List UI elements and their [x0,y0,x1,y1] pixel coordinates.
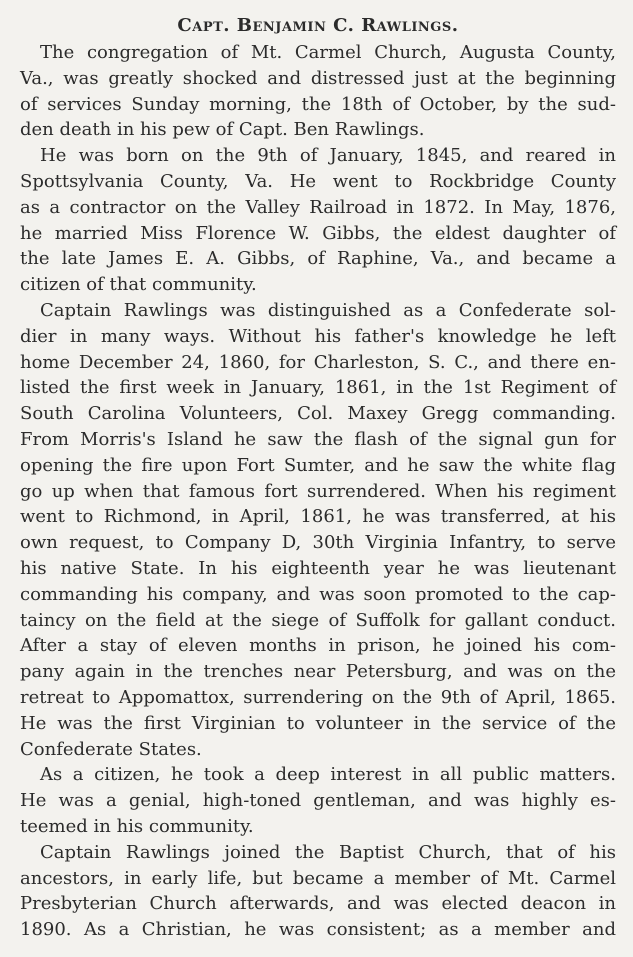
text-line: commanding his company, and was soon promoted to the cap- [20,583,616,605]
article-title: Capt. Benjamin C. Rawlings. [177,15,459,36]
text-line: he married Miss Florence W. Gibbs, the eldest daughter of [20,222,616,244]
text-line: The congregation of Mt. Carmel Church, Augusta County, [40,42,616,63]
text-line: opening the fire upon Fort Sumter, and he saw the white flag [20,454,616,476]
text-line: He was a genial, high-toned gentleman, and was highly es- [20,790,616,812]
text-line: Confederate States. [20,738,202,760]
text-line: taincy on the field at the siege of Suffolk for gallant conduct. [20,609,616,631]
text-line: As a citizen, he took a deep interest in all public matters. [40,764,616,786]
text-line: his native State. In his eighteenth year he was lieutenant [20,557,616,579]
text-line: the late James E. A. Gibbs, of Raphine, Va., and became a [20,248,616,270]
text-line: went to Richmond, in April, 1861, he was transferred, at his [20,506,616,528]
text-line: pany again in the trenches near Petersburg, and was on the [20,661,616,683]
text-line: home December 24, 1860, for Charleston, S. C., and there en- [20,351,616,373]
document-page [20,12,616,943]
text-line: go up when that famous fort surrendered. When his regiment [20,480,616,502]
text-line: ancestors, in early life, but became a member of Mt. Carmel [20,867,616,889]
paragraph [20,40,616,143]
article-body [20,40,616,943]
text-line: Captain Rawlings joined the Baptist Church, that of his [40,841,616,863]
text-line: 1890. As a Christian, he was consistent; as a member and [20,919,616,941]
text-line: He was the first Virginian to volunteer in the service of the [20,712,616,734]
paragraph [20,143,616,298]
text-line: After a stay of eleven months in prison, he joined his com- [20,635,616,657]
paragraph [20,762,616,839]
text-line: listed the first week in January, 1861, in the 1st Regiment of [20,377,616,399]
text-line: citizen of that community. [20,274,257,296]
text-line: dier in many ways. Without his father's knowledge he left [20,325,616,347]
text-line: Va., was greatly shocked and distressed just at the beginning [20,67,616,89]
text-line: Spottsylvania County, Va. He went to Rockbridge County [20,170,616,192]
text-line: Captain Rawlings was distinguished as a Confederate sol- [40,299,616,321]
text-line: From Morris's Island he saw the flash of the signal gun for [20,428,616,450]
text-line: teemed in his community. [20,815,254,837]
text-line: den death in his pew of Capt. Ben Rawlings. [20,119,425,141]
text-line: He was born on the 9th of January, 1845, and reared in [40,145,616,167]
paragraph [20,840,616,943]
text-line: Presbyterian Church afterwards, and was elected deacon in [20,893,616,915]
text-line: of services Sunday morning, the 18th of October, by the sud- [20,93,616,115]
text-line: as a contractor on the Valley Railroad in 1872. In May, 1876, [20,196,616,218]
paragraph [20,298,616,762]
text-line: South Carolina Volunteers, Col. Maxey Gregg commanding. [20,403,616,425]
text-line: own request, to Company D, 30th Virginia Infantry, to serve [20,532,616,554]
text-line: retreat to Appomattox, surrendering on the 9th of April, 1865. [20,686,616,708]
